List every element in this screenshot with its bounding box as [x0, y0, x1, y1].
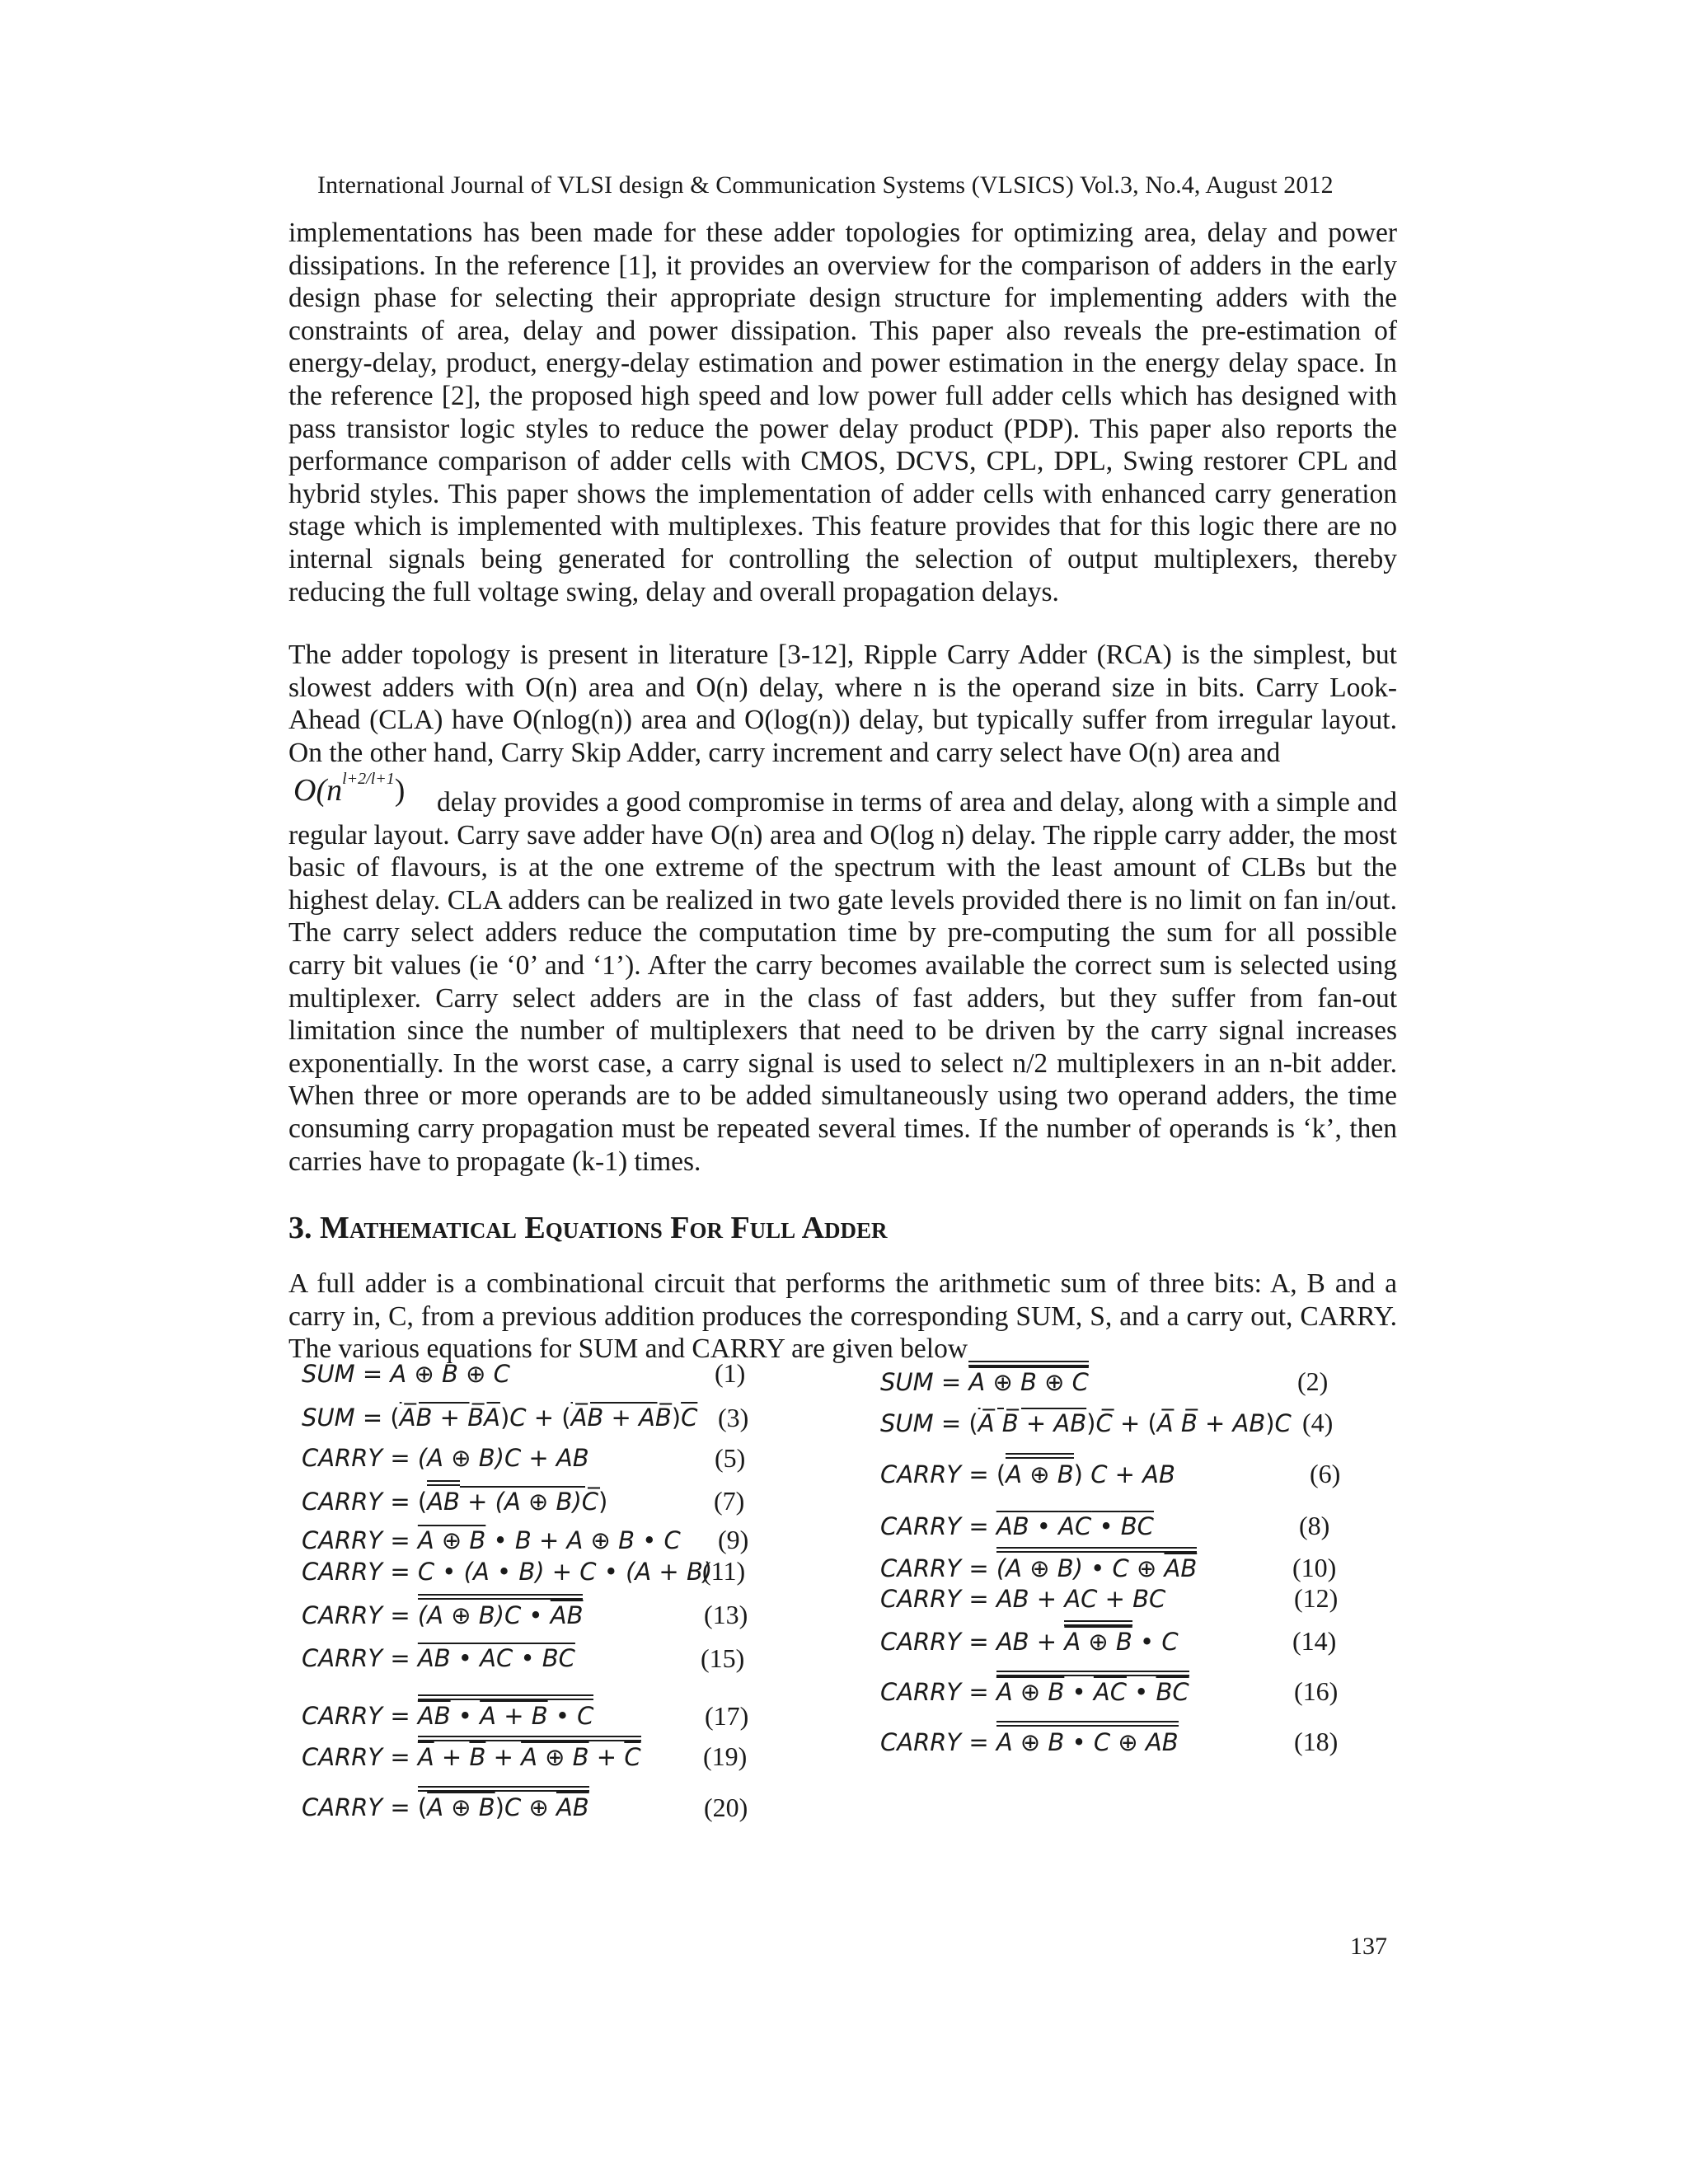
equation-lhs: CARRY	[880, 1585, 962, 1613]
equation-1: SUM = A ⊕ B ⊕ C (1)	[302, 1358, 746, 1388]
equation-number: (3)	[718, 1403, 749, 1432]
paragraph-text: implementations has been made for these adder topologies for optimizing area, delay and power dissipations. In the reference [1], it provides an overview for the comparison of adders in the early design phase for selecting their appropriate design structure for implementing adders with the constraints of area, delay and power dissipation. This paper also reveals the pre-estimation of energy-delay, product, energy-delay estimation and power estimation in the energy delay space. In the reference [2], the proposed high speed and low power full adder cells which has designed with pass transistor logic styles to reduce the power delay product (PDP). This paper also reports the performance comparison of adder cells with CMOS, DCVS, CPL, DPL, Swing restorer CPL and hybrid styles. This paper shows the implementation of adder cells with enhanced carry generation stage which is implemented with multiplexes. This feature provides that for this logic there are no internal signals being generated for controlling the selection of output multiplexers, thereby reducing the full voltage swing, delay and overall propagation delays.	[288, 218, 1397, 607]
equation-6: CARRY = (A ⊕ B) C + AB (6)	[880, 1459, 1341, 1488]
equation-number: (14)	[1292, 1626, 1337, 1656]
equation-15: CARRY = AB • AC • BC (15)	[302, 1643, 745, 1673]
equation-lhs: CARRY	[880, 1554, 962, 1582]
paragraph-text: delay provides a good compromise in terms of area and delay, along with a simple and regular layout. Carry save adder have O(n) area and O(log n) delay. The ripple carry adder, the most basic of flavours, is at the one extreme of the spectrum with the least amount of CLBs but the highest delay. CLA adders can be realized in two gate levels provided there is no limit on fan in/out. The carry select adders reduce the computation time by pre-computing the sum for all possible carry bit values (ie ‘0’ and ‘1’). After the carry becomes available the correct sum is selected using multiplexer. Carry select adders are in the class of fast adders, but they suffer from fan-out limitation since the number of multiplexers that need to be driven by the carry signal increases exponentially. In the worst case, a carry signal is used to select n/2 multiplexers in an n-bit adder. When three or more operands are to be added simultaneously using two operand adders, the time consuming carry propagation must be repeated several times. If the number of operands is ‘k’, then carries have to propagate (k-1) times.	[288, 787, 1397, 1177]
equation-lhs: CARRY	[880, 1512, 962, 1540]
equation-number: (18)	[1294, 1727, 1339, 1756]
page-number: 137	[1350, 1933, 1387, 1960]
equation-lhs: CARRY	[302, 1444, 383, 1472]
section-number: 3.	[288, 1211, 320, 1245]
equation-lhs: CARRY	[302, 1601, 383, 1629]
equation-lhs: CARRY	[302, 1644, 383, 1672]
equation-number: (10)	[1292, 1553, 1337, 1582]
equation-10: CARRY = (A ⊕ B) • C ⊕ $\overline{AB}$ (10)	[880, 1553, 1337, 1582]
equation-number: (20)	[704, 1793, 748, 1822]
equation-7: CARRY = (AB + (A ⊕ B)C̅) (7)	[302, 1486, 745, 1516]
equation-lhs: CARRY	[302, 1793, 383, 1821]
equation-5: CARRY = (A ⊕ B)C + AB (5)	[302, 1443, 746, 1473]
equation-number: (1)	[715, 1358, 746, 1388]
equation-number: (8)	[1299, 1511, 1330, 1540]
equation-lhs: CARRY	[880, 1460, 962, 1488]
equation-3: SUM = (A̅B + B̅A)C + (A̅B + $AB̅)\overline{C}$ (3)	[302, 1403, 749, 1432]
equation-lhs: SUM	[880, 1409, 934, 1437]
equation-2: SUM = A ⊕ B ⊕ C (2)	[880, 1366, 1329, 1396]
equation-lhs: CARRY	[880, 1728, 962, 1756]
paragraph-text: The adder topology is present in literature [3-12], Ripple Carry Adder (RCA) is the simplest, but slowest adders with O(n) area and O(n) delay, where n is the operand size in bits. Carry Look-Ahead (CLA) have O(nlog(n)) area and O(log(n)) delay, but typically suffer from irregular layout. On the other hand, Carry Skip Adder, carry increment and carry select have O(n) area and	[288, 640, 1397, 768]
equation-number: (7)	[714, 1486, 745, 1516]
equation-4: SUM = (A̅ B̅ + AB)C̅ + (A̅ B̅ + AB)C (4)	[880, 1408, 1334, 1437]
equation-number: (13)	[704, 1600, 748, 1629]
equation-number: (5)	[715, 1443, 746, 1473]
section-title: Mathematical Equations For Full Adder	[320, 1211, 888, 1245]
equation-14: CARRY = AB + A ⊕ B • C (14)	[880, 1626, 1337, 1656]
equation-lhs: CARRY	[302, 1702, 383, 1730]
equation-8: CARRY = AB • AC • BC (8)	[880, 1511, 1330, 1540]
equation-lhs: CARRY	[302, 1558, 383, 1586]
equation-number: (6)	[1310, 1459, 1341, 1488]
equation-number: (4)	[1302, 1408, 1334, 1437]
paragraph-adder-comparison	[288, 786, 1397, 1178]
equation-number: (2)	[1297, 1366, 1329, 1396]
equation-number: (15)	[701, 1643, 745, 1673]
paragraph-full-adder-intro	[288, 1268, 1397, 1366]
equation-18: CARRY = A ⊕ B • C ⊕ AB (18)	[880, 1727, 1339, 1756]
paragraph-adder-topology	[288, 639, 1397, 769]
equation-lhs: SUM	[302, 1404, 355, 1432]
equation-lhs: SUM	[302, 1360, 355, 1388]
complexity-exponent: l+2/l+1	[342, 770, 395, 789]
equation-lhs: SUM	[880, 1368, 934, 1396]
equation-lhs: CARRY	[302, 1743, 383, 1771]
equation-lhs: CARRY	[302, 1526, 383, 1554]
equation-number: (9)	[718, 1525, 749, 1554]
equation-number: (17)	[705, 1701, 749, 1731]
paragraph-related-work	[288, 217, 1397, 608]
equation-13: CARRY = (A ⊕ B)C • $\overline{AB}$ (13)	[302, 1600, 748, 1629]
equation-9: CARRY = A ⊕ B • B + A ⊕ B • C (9)	[302, 1525, 749, 1554]
journal-header: International Journal of VLSI design & Communication Systems (VLSICS) Vol.3, No.4, August 2012	[317, 171, 1334, 199]
section-heading	[288, 1210, 1397, 1246]
paragraph-text: A full adder is a combinational circuit that performs the arithmetic sum of three bits: A, B and a carry in, C, from a previous addition produces the corresponding SUM, S, and a carry out, CARRY. The various equations for SUM and CARRY are given below	[288, 1268, 1397, 1365]
equation-20: CARRY = (A ⊕ B)C ⊕ $\overline{AB}$ (20)	[302, 1793, 748, 1822]
equation-number: (11)	[702, 1556, 746, 1586]
complexity-close: )	[394, 773, 406, 808]
equation-12: CARRY = AB + AC + BC (12)	[880, 1583, 1339, 1613]
equation-16: CARRY = A ⊕ B • $\overline{AC}$ • $\overline{BC}$ (16)	[880, 1676, 1339, 1706]
equation-lhs: CARRY	[302, 1488, 383, 1516]
equation-lhs: CARRY	[880, 1678, 962, 1706]
equation-number: (19)	[703, 1741, 748, 1771]
equation-lhs: CARRY	[880, 1628, 962, 1656]
equation-17: CARRY = $\overline{AB}$ • A + B • C (17)	[302, 1701, 749, 1731]
equation-number: (16)	[1294, 1676, 1339, 1706]
equation-19: CARRY = $\overline{A} + \overline{B} + A$ ⊕ $B + \overline{C}$ (19)	[302, 1741, 748, 1771]
complexity-base: O(n	[293, 773, 343, 808]
equation-number: (12)	[1294, 1583, 1339, 1613]
equation-11: CARRY = C • (A • B) + C • (A + B) (11)	[302, 1556, 746, 1586]
